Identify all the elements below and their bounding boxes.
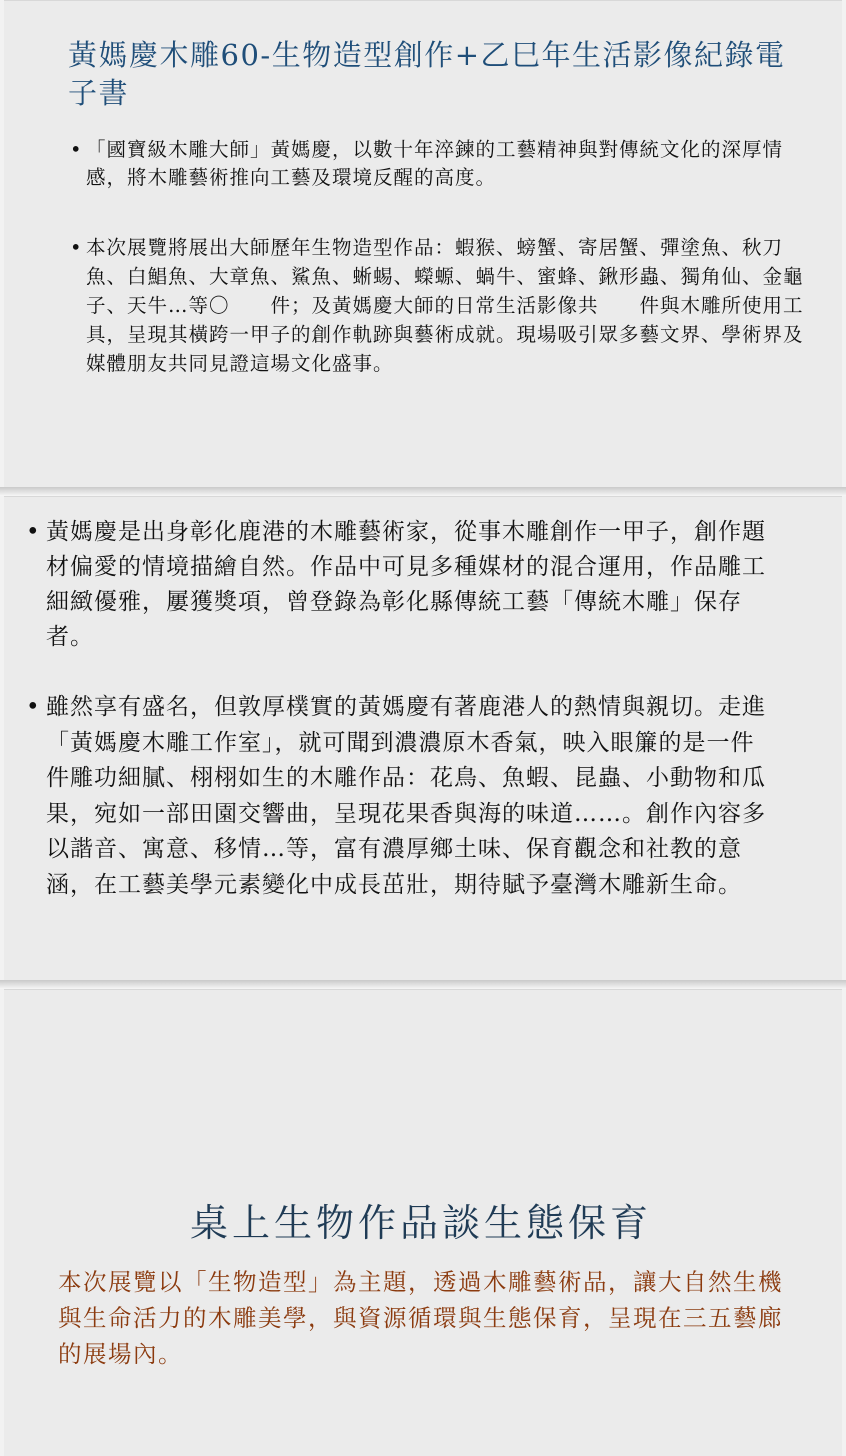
slide-1-bullet [70, 233, 808, 378]
bullet-text: 「國寶級木雕大師」黃媽慶，以數十年淬鍊的工藝精神與對傳統文化的深厚情感，將木雕藝術推向工藝及環境反醒的高度。 [86, 138, 784, 189]
slide-1-title: 黃媽慶木雕60-生物造型創作+乙巳年生活影像紀錄電子書 [68, 38, 786, 110]
slide-divider [0, 980, 846, 989]
slide-2-bullet [26, 515, 766, 655]
slide-1-bullet [70, 136, 808, 192]
bullet-icon: • [26, 519, 41, 545]
slide-divider [0, 487, 846, 496]
bullet-text: 雖然享有盛名，但敦厚樸實的黃媽慶有著鹿港人的熱情與親切。走進「黃媽慶木雕工作室」，就可聞到濃濃原木香氣，映入眼簾的是一件件雕功細膩、栩栩如生的木雕作品：花鳥、魚蝦、昆蟲、小動物和瓜果，宛如一部田園交響曲，呈現花果香與海的味道……。創作內容多以諧音、寓意、移情…等，富有濃厚鄉土味、保育觀念和社教的意涵，在工藝美學元素變化中成長茁壯，期待賦予臺灣木雕新生命。 [46, 694, 766, 898]
slide-3-title: 桌上生物作品談生態保育 [190, 1201, 653, 1245]
bullet-text: 黃媽慶是出身彰化鹿港的木雕藝術家，從事木雕創作一甲子，創作題材偏愛的情境描繪自然。作品中可見多種媒材的混合運用，作品雕工細緻優雅，屢獲獎項，曾登錄為彰化縣傳統工藝「傳統木雕」保存者。 [46, 519, 766, 650]
slide-2-bullet [26, 690, 766, 903]
bullet-text: 本次展覽將展出大師歷年生物造型作品：蝦猴、螃蟹、寄居蟹、彈塗魚、秋刀魚、白鯧魚、大章魚、鯊魚、蜥蜴、蠑螈、蝸牛、蜜蜂、鍬形蟲、獨角仙、金龜子、天牛…等〇 件；及黃媽慶大師的日常生活影像共 件與木雕所使用工具，呈現其橫跨一甲子的創作軌跡與藝術成就。現場吸引眾多藝文界、學術界及媒體朋友共同見證這場文化盛事。 [86, 236, 804, 375]
slide-3-body: 本次展覽以「生物造型」為主題，透過木雕藝術品，讓大自然生機與生命活力的木雕美學，與資源循環與生態保育，呈現在三五藝廊的展場內。 [58, 1268, 783, 1368]
bullet-icon: • [70, 236, 83, 259]
bullet-icon: • [26, 694, 41, 720]
bullet-icon: • [70, 138, 83, 161]
